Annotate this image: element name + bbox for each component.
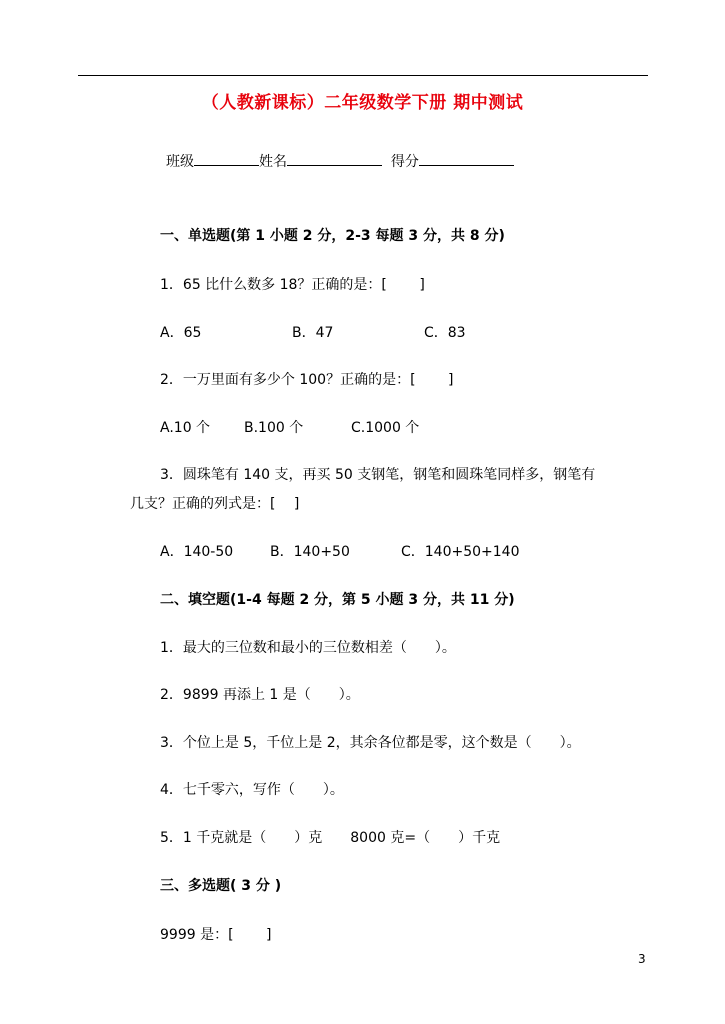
class-blank[interactable] [194,151,259,166]
question-text: 3．圆珠笔有 140 支，再买 50 支钢笔，钢笔和圆珠笔同样多，钢笔有 [160,467,596,483]
option-a[interactable]: A.10 个 [160,420,211,436]
question-text: 2．一万里面有多少个 100？正确的是：[ ] [160,372,454,388]
question-text: 9999 是：[ ] [160,927,272,943]
score-blank[interactable] [419,151,514,166]
page-number: 3 [638,952,646,966]
option-b[interactable]: B．140+50 [270,544,350,560]
document-title: （人教新课标）二年级数学下册 期中测试 [201,93,524,113]
option-a[interactable]: A．65 [160,325,202,341]
option-c[interactable]: C.1000 个 [351,420,420,436]
class-label: 班级 [166,154,194,170]
option-b[interactable]: B.100 个 [244,420,304,436]
option-c[interactable]: C．83 [424,325,466,341]
section-heading: 一、单选题(第 1 小题 2 分，2-3 每题 3 分，共 8 分) [160,228,505,244]
question-text: 5．1 千克就是（ ）克 8000 克=（ ）千克 [160,830,501,846]
score-label: 得分 [390,154,419,170]
question-options [160,543,520,561]
question-options [160,324,466,342]
name-blank[interactable] [287,151,382,166]
section-heading: 三、多选题( 3 分 ) [160,878,282,894]
student-info-line [166,151,514,171]
option-b[interactable]: B．47 [292,325,334,341]
question-text-continued: 几支？正确的列式是：[ ] [130,496,300,512]
name-label: 姓名 [259,154,287,170]
header-rule [78,75,648,76]
question-text: 4．七千零六，写作（ ）。 [160,782,344,798]
question-text: 1．65 比什么数多 18？正确的是：[ ] [160,277,425,293]
question-text: 1．最大的三位数和最小的三位数相差（ ）。 [160,640,456,656]
section-heading: 二、填空题(1-4 每题 2 分，第 5 小题 3 分，共 11 分) [160,592,515,608]
option-a[interactable]: A．140-50 [160,544,234,560]
question-text: 2．9899 再添上 1 是（ ）。 [160,687,360,703]
question-text: 3．个位上是 5，千位上是 2，其余各位都是零，这个数是（ ）。 [160,735,581,751]
question-options [160,419,419,437]
option-c[interactable]: C．140+50+140 [401,544,520,560]
